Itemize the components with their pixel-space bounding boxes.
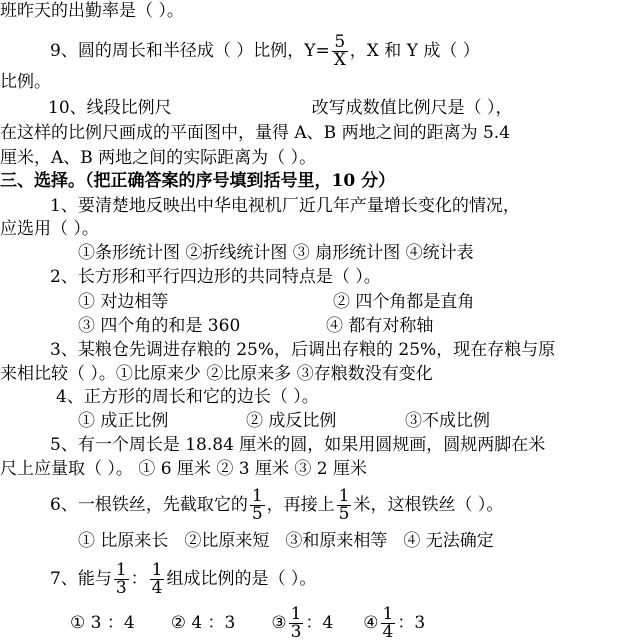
c2-option-1: ① 对边相等 xyxy=(78,292,169,312)
c4-line: 4、正方形的周长和它的边长（ ）。 xyxy=(56,387,319,407)
c7-option-4: ④ $\frac{1}{4}$ ：3 xyxy=(363,604,426,642)
c4-option-1: ① 成正比例 xyxy=(78,411,169,431)
c1-line-2: 应选用（ ）。 xyxy=(0,219,99,239)
c3-line-1: 3、某粮仓先调进存粮的 25%，后调出存粮的 25%，现在存粮与原 xyxy=(50,340,556,360)
c4-option-2: ② 成反比例 xyxy=(246,411,337,431)
fraction-1-over-4-opt: $\frac{1}{4}$ xyxy=(382,604,394,642)
c1-line-1: 1、要清楚地反映出中华电视机厂近几年产量增长变化的情况， xyxy=(50,196,520,216)
c7-line: 7、能与 $\frac{1}{3}$ ： $\frac{1}{4}$ 组成比例的是（ ）。 xyxy=(50,560,317,598)
fraction-1-over-3: $\frac{1}{3}$ xyxy=(115,560,127,598)
q10-line-2: 在这样的比例尺画成的平面图中，量得 A、B 两地之间的距离为 5.4 xyxy=(0,123,511,143)
q10-line-1: 10、线段比例尺 改写成数值比例尺是（ ）， xyxy=(48,98,513,118)
q9-line: 9、圆的周长和半径成（ ）比例，Y= $\frac{5}{X}$ ，X 和 Y 成（ ） xyxy=(50,32,480,70)
fraction-1-over-5-a: $\frac{1}{5}$ xyxy=(251,486,263,524)
c7-options: ① 3 ：4 ② 4 ：3 ③ $\frac{1}{3}$ ：4 ④ $\frac{1}{4}$ ：3 xyxy=(70,604,426,642)
q9-cont: 比例。 xyxy=(0,72,51,92)
fraction-1-over-5-b: $\frac{1}{5}$ xyxy=(338,486,350,524)
c1-options: ①条形统计图 ②折线统计图 ③ 扇形统计图 ④统计表 xyxy=(78,243,474,263)
c7-option-3: ③ $\frac{1}{3}$ ：4 xyxy=(271,604,334,642)
c2-option-3: ③ 四个角的和是 360 xyxy=(78,316,241,336)
fraction-1-over-4: $\frac{1}{4}$ xyxy=(151,560,163,598)
c2-line: 2、长方形和平行四边形的共同特点是（ ）。 xyxy=(50,267,381,287)
c5-line-2: 尺上应量取（ ）。 ① 6 厘米 ② 3 厘米 ③ 2 厘米 xyxy=(0,459,367,479)
line-1: 班昨天的出勤率是（ ）。 xyxy=(0,1,184,21)
c6-line: 6、一根铁丝，先截取它的 $\frac{1}{5}$ ，再接上 $\frac{1}{5}$ 米，这根铁丝（ ）。 xyxy=(50,486,504,524)
c5-line-1: 5、有一个周长是 18.84 厘米的圆，如果用圆规画，圆规两脚在米 xyxy=(50,435,546,455)
c2-option-2: ② 四个角都是直角 xyxy=(333,292,475,312)
c3-line-2: 来相比较（ ）。①比原来少 ②比原来多 ③存粮数没有变化 xyxy=(0,364,433,384)
c2-option-4: ④ 都有对称轴 xyxy=(326,316,434,336)
section-3-heading: 三、选择。（把正确答案的序号填到括号里，10 分） xyxy=(0,171,396,191)
fraction-1-over-3-opt: $\frac{1}{3}$ xyxy=(290,604,302,642)
fraction-5-over-x: $\frac{5}{X}$ xyxy=(333,32,346,70)
c6-options: ① 比原来长 ②比原来短 ③和原来相等 ④ 无法确定 xyxy=(78,531,494,551)
c4-option-3: ③不成比例 xyxy=(405,411,490,431)
q10-line-3: 厘米，A、B 两地之间的实际距离为（ ）。 xyxy=(0,148,317,168)
